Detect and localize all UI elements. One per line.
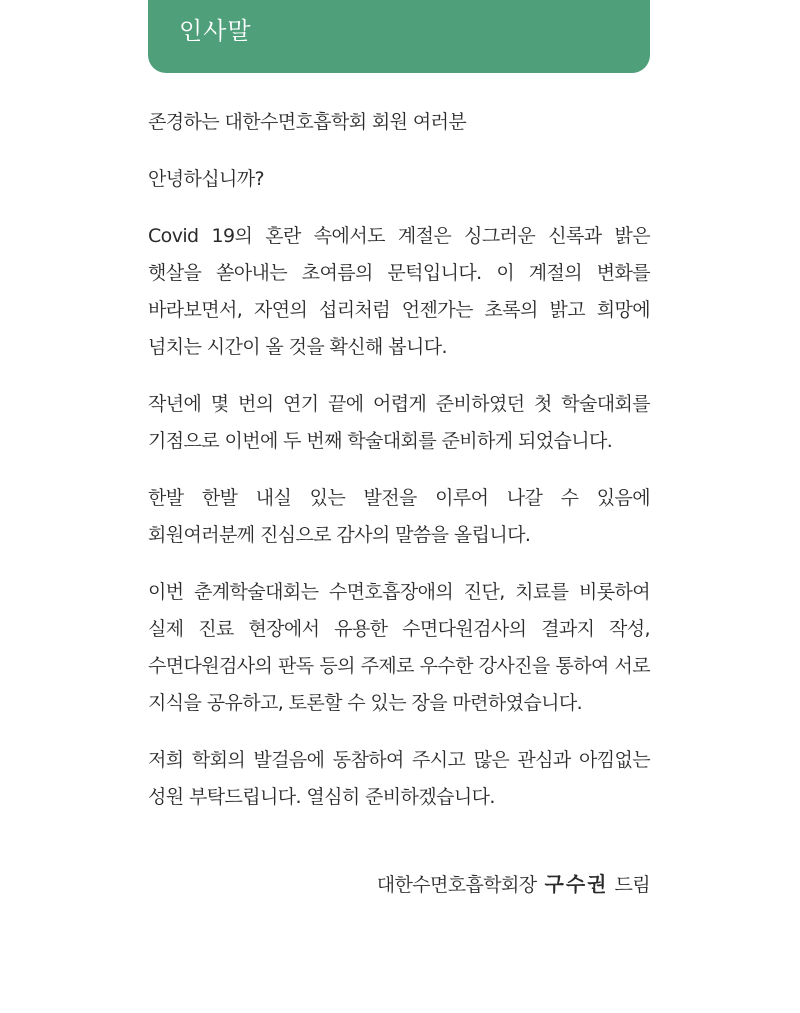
signature-suffix: 드림	[614, 874, 650, 896]
signature-name: 구수권	[544, 872, 609, 896]
signature	[377, 866, 650, 904]
letter-paragraph: 작년에 몇 번의 연기 끝에 어렵게 준비하였던 첫 학술대회를 기점으로 이번에 두 번째 학술대회를 준비하게 되었습니다.	[148, 393, 650, 452]
greeting-header	[148, 0, 650, 73]
signature-organization: 대한수면호흡학회장	[376, 874, 537, 896]
greeting-line: 안녕하십니까?	[148, 168, 265, 190]
salutation: 존경하는 대한수면호흡학회 회원 여러분	[148, 111, 467, 133]
letter-body	[148, 104, 650, 836]
page-title: 인사말	[179, 17, 252, 45]
letter-paragraph: 저희 학회의 발걸음에 동참하여 주시고 많은 관심과 아낌없는 성원 부탁드립니다. 열심히 준비하겠습니다.	[148, 749, 650, 808]
letter-paragraph: 이번 춘계학술대회는 수면호흡장애의 진단, 치료를 비롯하여 실제 진료 현장에서 유용한 수면다원검사의 결과지 작성, 수면다원검사의 판독 등의 주제로 우수한 강사진을 통하여 서로 지식을 공유하고, 토론할 수 있는 장을 마련하였습니다.	[148, 581, 650, 714]
letter-paragraph: 한발 한발 내실 있는 발전을 이루어 나갈 수 있음에 회원여러분께 진심으로 감사의 말씀을 올립니다.	[148, 487, 650, 546]
letter-paragraph: Covid 19의 혼란 속에서도 계절은 싱그러운 신록과 밝은 햇살을 쏟아내는 초여름의 문턱입니다. 이 계절의 변화를 바라보면서, 자연의 섭리처럼 언젠가는 초록의 밝고 희망에 넘치는 시간이 올 것을 확신해 봅니다.	[148, 225, 650, 358]
